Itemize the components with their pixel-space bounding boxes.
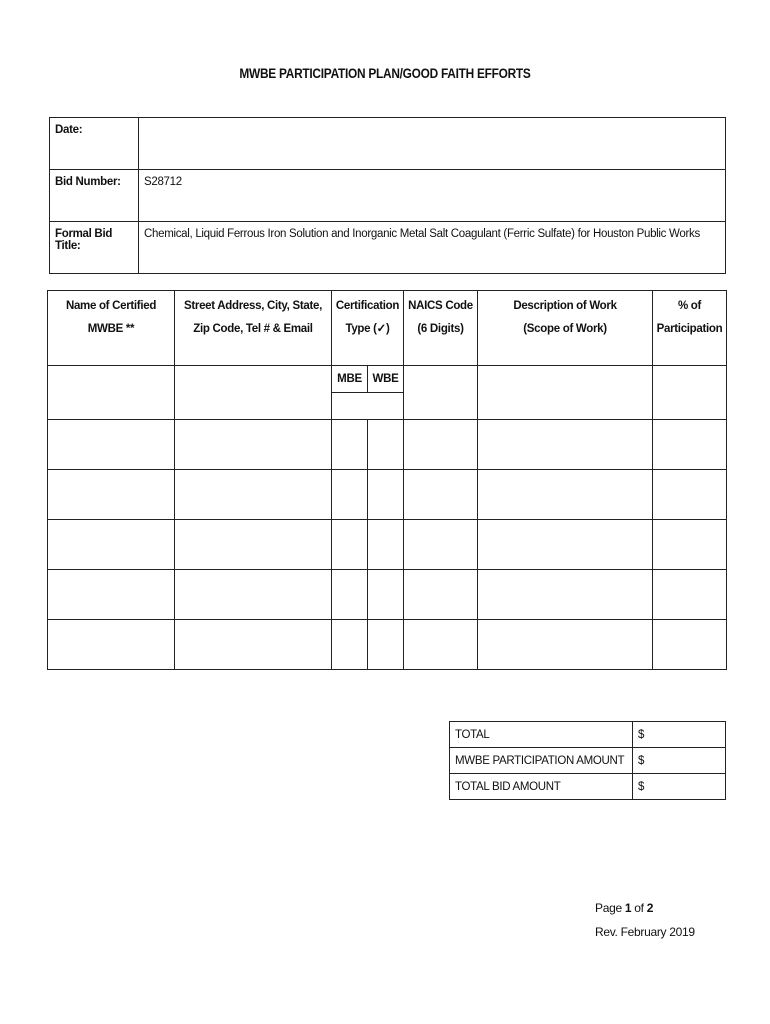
participation-cell[interactable]: [653, 570, 727, 620]
address-cell[interactable]: [175, 570, 332, 620]
mwbe-amount-row: [450, 748, 726, 774]
address-cell[interactable]: [175, 420, 332, 470]
wbe-cell[interactable]: [368, 420, 404, 470]
description-cell[interactable]: [478, 570, 653, 620]
total-bid-row: [450, 774, 726, 800]
mbe-cell[interactable]: [332, 570, 368, 620]
certification-cell: [332, 366, 404, 420]
address-cell[interactable]: [175, 520, 332, 570]
wbe-cell[interactable]: [368, 470, 404, 520]
bid-title-row: [50, 222, 726, 274]
naics-cell[interactable]: [404, 570, 478, 620]
name-cell[interactable]: [48, 470, 175, 520]
header-row: [48, 291, 727, 366]
bid-number-row: [50, 170, 726, 222]
description-cell[interactable]: [478, 420, 653, 470]
naics-cell[interactable]: [404, 366, 478, 420]
description-cell[interactable]: [478, 470, 653, 520]
mbe-label: MBE: [337, 373, 362, 385]
revision-date: Rev. February 2019: [595, 925, 695, 939]
bid-title-field[interactable]: Chemical, Liquid Ferrous Iron Solution and Inorganic Metal Salt Coagulant (Ferric Sulfate) for Houston Public Works: [139, 222, 726, 274]
naics-header: NAICS Code (6 Digits): [404, 291, 478, 366]
totals-table: [449, 721, 726, 800]
participation-cell[interactable]: [653, 520, 727, 570]
name-cell[interactable]: [48, 570, 175, 620]
participation-header: % of Participation: [653, 291, 727, 366]
address-cell[interactable]: [175, 470, 332, 520]
table-row: [48, 470, 727, 520]
description-cell[interactable]: [478, 366, 653, 420]
total-amount-field[interactable]: $: [633, 722, 726, 748]
mwbe-amount-label: MWBE PARTICIPATION AMOUNT: [450, 748, 633, 774]
total-label: TOTAL: [450, 722, 633, 748]
naics-cell[interactable]: [404, 620, 478, 670]
bid-number-field[interactable]: S28712: [139, 170, 726, 222]
name-cell[interactable]: [48, 520, 175, 570]
participants-table: [47, 290, 727, 670]
mbe-cell[interactable]: [332, 470, 368, 520]
participation-cell[interactable]: [653, 420, 727, 470]
wbe-cell[interactable]: [368, 620, 404, 670]
wbe-cell[interactable]: [368, 570, 404, 620]
current-page: 1: [624, 901, 632, 915]
mbe-cell[interactable]: [332, 420, 368, 470]
date-row: [50, 118, 726, 170]
address-header: Street Address, City, State, Zip Code, Tel # & Email: [175, 291, 332, 366]
table-row: [48, 570, 727, 620]
total-bid-field[interactable]: $: [633, 774, 726, 800]
name-cell[interactable]: [48, 366, 175, 420]
name-header: Name of Certified MWBE **: [48, 291, 175, 366]
wbe-cell[interactable]: [368, 520, 404, 570]
date-field[interactable]: [139, 118, 726, 170]
description-cell[interactable]: [478, 520, 653, 570]
bid-number-label: Bid Number:: [50, 170, 139, 222]
description-cell[interactable]: [478, 620, 653, 670]
bid-info-table: [49, 117, 726, 274]
address-cell[interactable]: [175, 366, 332, 420]
total-pages: 2: [646, 901, 654, 915]
naics-cell[interactable]: [404, 470, 478, 520]
participation-cell[interactable]: [653, 470, 727, 520]
table-row: [48, 366, 727, 420]
table-row: [48, 620, 727, 670]
certification-header: Certification Type (✓): [332, 291, 404, 366]
address-cell[interactable]: [175, 620, 332, 670]
wbe-label: WBE: [367, 366, 403, 392]
mbe-cell[interactable]: [332, 620, 368, 670]
participation-cell[interactable]: [653, 366, 727, 420]
total-row: [450, 722, 726, 748]
mbe-cell[interactable]: [332, 520, 368, 570]
name-cell[interactable]: [48, 620, 175, 670]
naics-cell[interactable]: [404, 520, 478, 570]
date-label: Date:: [50, 118, 139, 170]
bid-title-label: Formal Bid Title:: [50, 222, 139, 274]
page-number: Page 1 of 2: [595, 901, 654, 915]
description-header: Description of Work (Scope of Work): [478, 291, 653, 366]
total-bid-label: TOTAL BID AMOUNT: [450, 774, 633, 800]
name-cell[interactable]: [48, 420, 175, 470]
table-row: [48, 520, 727, 570]
naics-cell[interactable]: [404, 420, 478, 470]
mwbe-amount-field[interactable]: $: [633, 748, 726, 774]
certification-subheader: [332, 366, 403, 393]
page-title: MWBE PARTICIPATION PLAN/GOOD FAITH EFFORTS: [239, 66, 531, 81]
participation-cell[interactable]: [653, 620, 727, 670]
table-row: [48, 420, 727, 470]
